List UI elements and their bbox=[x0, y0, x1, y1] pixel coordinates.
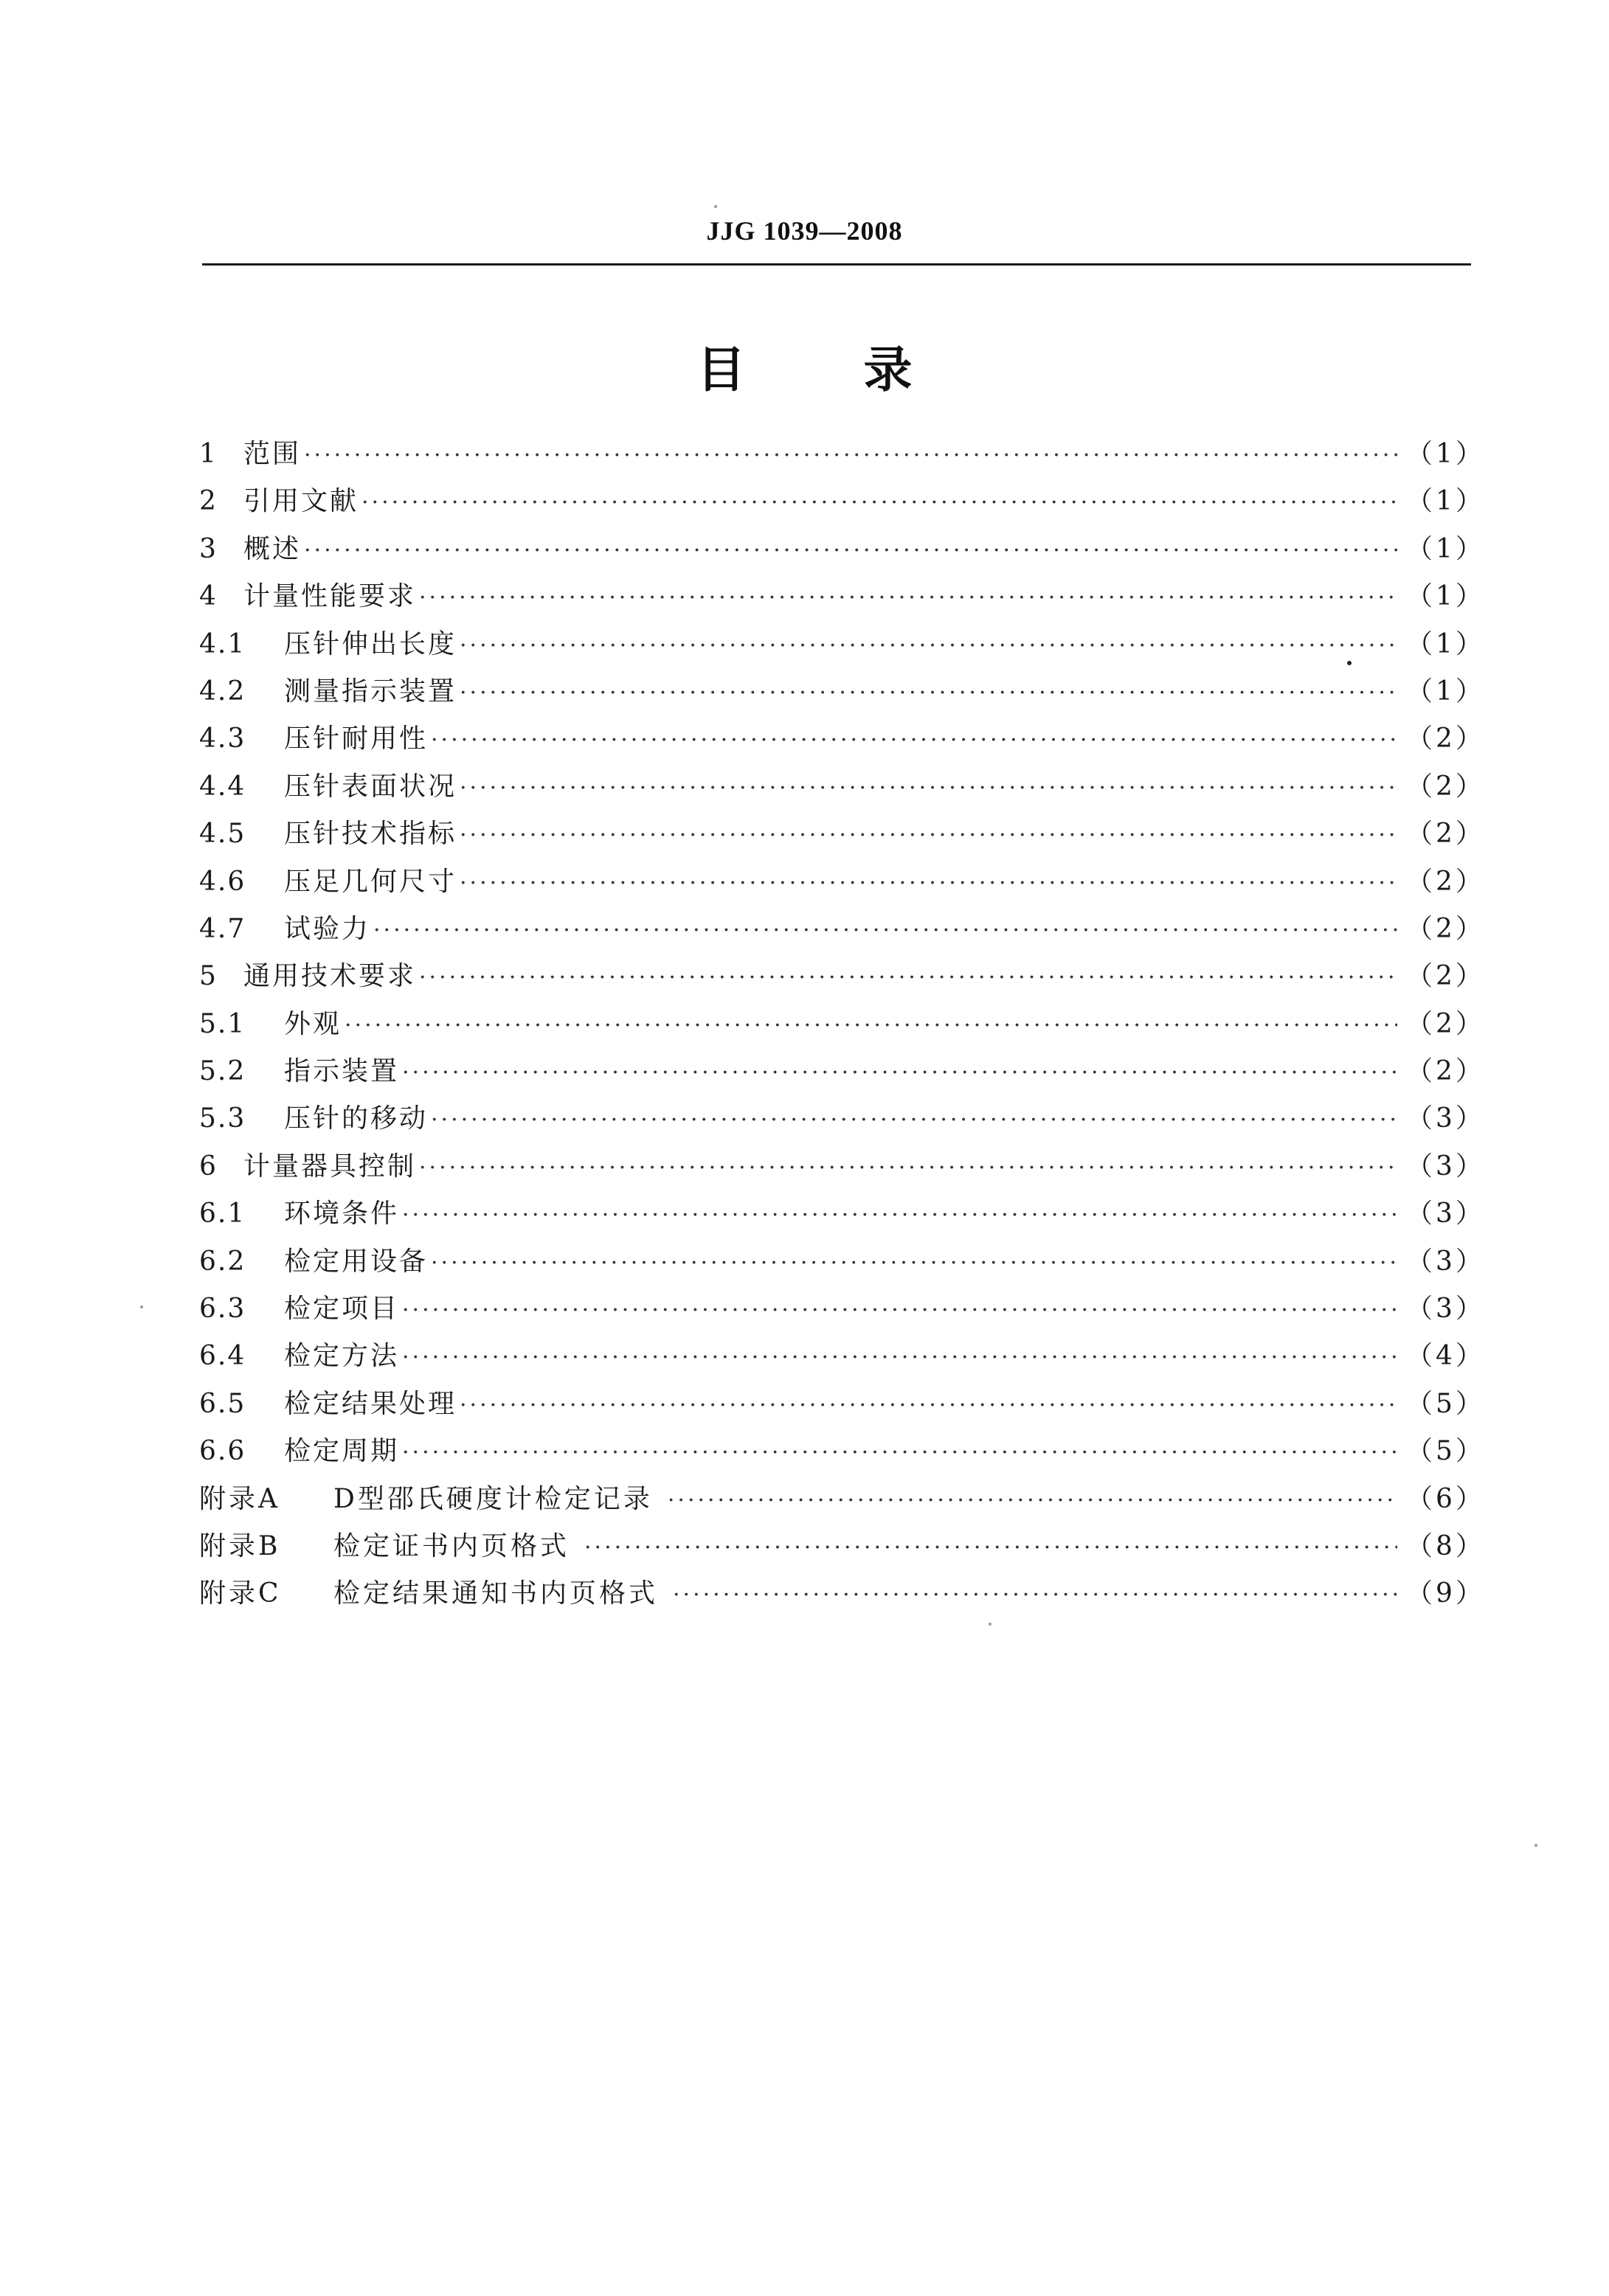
dot-leader bbox=[460, 1382, 1397, 1429]
toc-entry-label: 压针耐用性 bbox=[284, 724, 429, 755]
header-rule bbox=[202, 263, 1471, 266]
toc-entry-4-2[interactable] bbox=[199, 668, 1485, 715]
toc-entry-4-3[interactable] bbox=[199, 715, 1485, 763]
dot-leader bbox=[460, 622, 1397, 670]
toc-entry-label: 压足几何尺寸 bbox=[284, 866, 457, 897]
toc-entry-4-7[interactable] bbox=[199, 906, 1485, 953]
dot-leader bbox=[419, 954, 1397, 1002]
toc-entry-page: （4） bbox=[1406, 1341, 1485, 1372]
toc-entry-label: 范围 bbox=[243, 439, 302, 469]
toc-entry-page: （3） bbox=[1406, 1199, 1485, 1229]
toc-entry-6[interactable] bbox=[199, 1143, 1485, 1190]
scan-speck bbox=[989, 1623, 992, 1626]
dot-leader bbox=[402, 1050, 1397, 1097]
toc-entry-number: 4.6 bbox=[199, 866, 246, 897]
toc-entry-page: （9） bbox=[1406, 1578, 1485, 1609]
dot-leader bbox=[304, 527, 1397, 575]
toc-entry-number: 附录B bbox=[199, 1530, 281, 1561]
toc-entry-appendix-c[interactable] bbox=[199, 1570, 1485, 1617]
toc-entry-label: 通用技术要求 bbox=[243, 961, 417, 992]
dot-leader bbox=[361, 479, 1397, 527]
toc-entry-number: 4.2 bbox=[199, 676, 246, 707]
toc-entry-label: 检定周期 bbox=[284, 1436, 400, 1467]
toc-entry-6-5[interactable] bbox=[199, 1381, 1485, 1428]
toc-entry-label: 压针技术指标 bbox=[284, 819, 457, 850]
toc-entry-number: 附录C bbox=[199, 1578, 282, 1609]
toc-entry-label: 压针的移动 bbox=[284, 1103, 429, 1134]
toc-entry-label: 计量性能要求 bbox=[243, 581, 417, 612]
toc-entry-6-3[interactable] bbox=[199, 1286, 1485, 1333]
toc-entry-page: （1） bbox=[1406, 676, 1485, 707]
toc-entry-2[interactable] bbox=[199, 478, 1485, 525]
toc-entry-page: （2） bbox=[1406, 1056, 1485, 1087]
toc-entry-3[interactable] bbox=[199, 526, 1485, 573]
scan-speck bbox=[714, 205, 717, 208]
toc-entry-page: （3） bbox=[1406, 1151, 1485, 1182]
toc-entry-4-1[interactable] bbox=[199, 621, 1485, 668]
toc-entry-page: （1） bbox=[1406, 439, 1485, 469]
toc-entry-page: （2） bbox=[1406, 819, 1485, 850]
toc-entry-number: 4 bbox=[199, 581, 218, 612]
toc-entry-4-5[interactable] bbox=[199, 811, 1485, 858]
toc-entry-4-6[interactable] bbox=[199, 859, 1485, 906]
scan-speck bbox=[1347, 661, 1352, 665]
toc-entry-label: 指示装置 bbox=[284, 1056, 400, 1087]
dot-leader bbox=[668, 1477, 1397, 1525]
toc-entry-6-6[interactable] bbox=[199, 1428, 1485, 1475]
dot-leader bbox=[304, 432, 1397, 479]
toc-entry-page: （2） bbox=[1406, 866, 1485, 897]
toc-entry-page: （3） bbox=[1406, 1103, 1485, 1134]
dot-leader bbox=[431, 1240, 1397, 1287]
toc-entry-number: 附录A bbox=[199, 1483, 280, 1514]
dot-leader bbox=[419, 1145, 1397, 1192]
toc-entry-number: 4.7 bbox=[199, 913, 246, 944]
toc-entry-5[interactable] bbox=[199, 953, 1485, 1000]
toc-entry-number: 6.5 bbox=[199, 1388, 246, 1419]
toc-entry-label: 检定结果通知书内页格式 bbox=[333, 1578, 659, 1609]
toc-entry-4[interactable] bbox=[199, 573, 1485, 620]
toc-entry-page: （2） bbox=[1406, 724, 1485, 755]
dot-leader bbox=[673, 1572, 1397, 1619]
dot-leader bbox=[402, 1287, 1397, 1334]
toc-title: 目录 bbox=[696, 341, 1031, 398]
toc-entry-label: 检定用设备 bbox=[284, 1246, 429, 1277]
toc-entry-appendix-b[interactable] bbox=[199, 1523, 1485, 1570]
toc-entry-number: 6.6 bbox=[199, 1436, 246, 1467]
toc-entry-number: 6 bbox=[199, 1151, 218, 1182]
toc-entry-number: 6.1 bbox=[199, 1199, 246, 1229]
toc-entry-page: （1） bbox=[1406, 533, 1485, 564]
toc-entry-number: 5.2 bbox=[199, 1056, 246, 1087]
toc-entry-label: 环境条件 bbox=[284, 1199, 400, 1229]
toc-entry-page: （3） bbox=[1406, 1246, 1485, 1277]
toc-entry-page: （2） bbox=[1406, 1008, 1485, 1039]
toc-entry-number: 5.3 bbox=[199, 1103, 246, 1134]
dot-leader bbox=[460, 765, 1397, 812]
toc-entry-label: 检定证书内页格式 bbox=[333, 1530, 570, 1561]
toc-entry-page: （2） bbox=[1406, 913, 1485, 944]
dot-leader bbox=[460, 812, 1397, 859]
toc-entry-appendix-a[interactable] bbox=[199, 1476, 1485, 1523]
toc-entry-number: 5.1 bbox=[199, 1008, 246, 1039]
scan-speck bbox=[1534, 1844, 1537, 1847]
toc-entry-number: 5 bbox=[199, 961, 218, 992]
toc-entry-page: （2） bbox=[1406, 961, 1485, 992]
toc-entry-label: 外观 bbox=[284, 1008, 342, 1039]
dot-leader bbox=[419, 575, 1397, 622]
toc-entry-number: 1 bbox=[199, 439, 218, 469]
toc-entry-number: 2 bbox=[199, 486, 218, 517]
dot-leader bbox=[431, 1097, 1397, 1144]
toc-entry-page: （5） bbox=[1406, 1436, 1485, 1467]
dot-leader bbox=[402, 1334, 1397, 1381]
toc-entry-number: 4.3 bbox=[199, 724, 246, 755]
dot-leader bbox=[402, 1192, 1397, 1239]
toc-entry-1[interactable] bbox=[199, 431, 1485, 478]
dot-leader bbox=[431, 717, 1397, 764]
toc-entry-6-4[interactable] bbox=[199, 1333, 1485, 1380]
dot-leader bbox=[373, 907, 1397, 954]
toc-entry-6-2[interactable] bbox=[199, 1238, 1485, 1286]
toc-entry-page: （6） bbox=[1406, 1483, 1485, 1514]
dot-leader bbox=[345, 1002, 1397, 1050]
toc-entry-4-4[interactable] bbox=[199, 763, 1485, 811]
toc-entry-page: （3） bbox=[1406, 1294, 1485, 1325]
toc-entry-5-3[interactable] bbox=[199, 1095, 1485, 1142]
toc-entry-number: 4.5 bbox=[199, 819, 246, 850]
toc-entry-label: D型邵氏硬度计检定记录 bbox=[333, 1483, 653, 1514]
toc-entry-label: 压针伸出长度 bbox=[284, 628, 457, 659]
toc-entry-6-1[interactable] bbox=[199, 1190, 1485, 1238]
toc-entry-label: 概述 bbox=[243, 533, 302, 564]
toc-entry-5-1[interactable] bbox=[199, 1001, 1485, 1048]
document-code-header: JJG 1039—2008 bbox=[706, 216, 903, 246]
toc-entry-label: 计量器具控制 bbox=[243, 1151, 417, 1182]
toc-entry-number: 6.3 bbox=[199, 1294, 246, 1325]
toc-entry-page: （1） bbox=[1406, 581, 1485, 612]
toc-entry-page: （1） bbox=[1406, 628, 1485, 659]
toc-entry-page: （5） bbox=[1406, 1388, 1485, 1419]
dot-leader bbox=[584, 1525, 1397, 1572]
toc-entry-page: （8） bbox=[1406, 1530, 1485, 1561]
toc-entry-number: 4.1 bbox=[199, 628, 246, 659]
dot-leader bbox=[402, 1429, 1397, 1477]
toc-entry-number: 6.4 bbox=[199, 1341, 246, 1372]
toc-entry-5-2[interactable] bbox=[199, 1048, 1485, 1095]
toc-entry-number: 6.2 bbox=[199, 1246, 246, 1277]
toc-entry-label: 测量指示装置 bbox=[284, 676, 457, 707]
toc-entry-label: 检定结果处理 bbox=[284, 1388, 457, 1419]
dot-leader bbox=[460, 670, 1397, 717]
toc-entry-label: 试验力 bbox=[284, 913, 371, 944]
toc-entry-number: 3 bbox=[199, 533, 218, 564]
toc-entry-page: （1） bbox=[1406, 486, 1485, 517]
toc-entry-label: 压针表面状况 bbox=[284, 771, 457, 802]
toc-entry-label: 检定方法 bbox=[284, 1341, 400, 1372]
toc-entry-number: 4.4 bbox=[199, 771, 246, 802]
toc-entry-label: 引用文献 bbox=[243, 486, 359, 517]
scan-speck bbox=[140, 1305, 143, 1308]
toc-entry-label: 检定项目 bbox=[284, 1294, 400, 1325]
dot-leader bbox=[460, 860, 1397, 907]
table-of-contents bbox=[199, 431, 1485, 1618]
toc-entry-page: （2） bbox=[1406, 771, 1485, 802]
